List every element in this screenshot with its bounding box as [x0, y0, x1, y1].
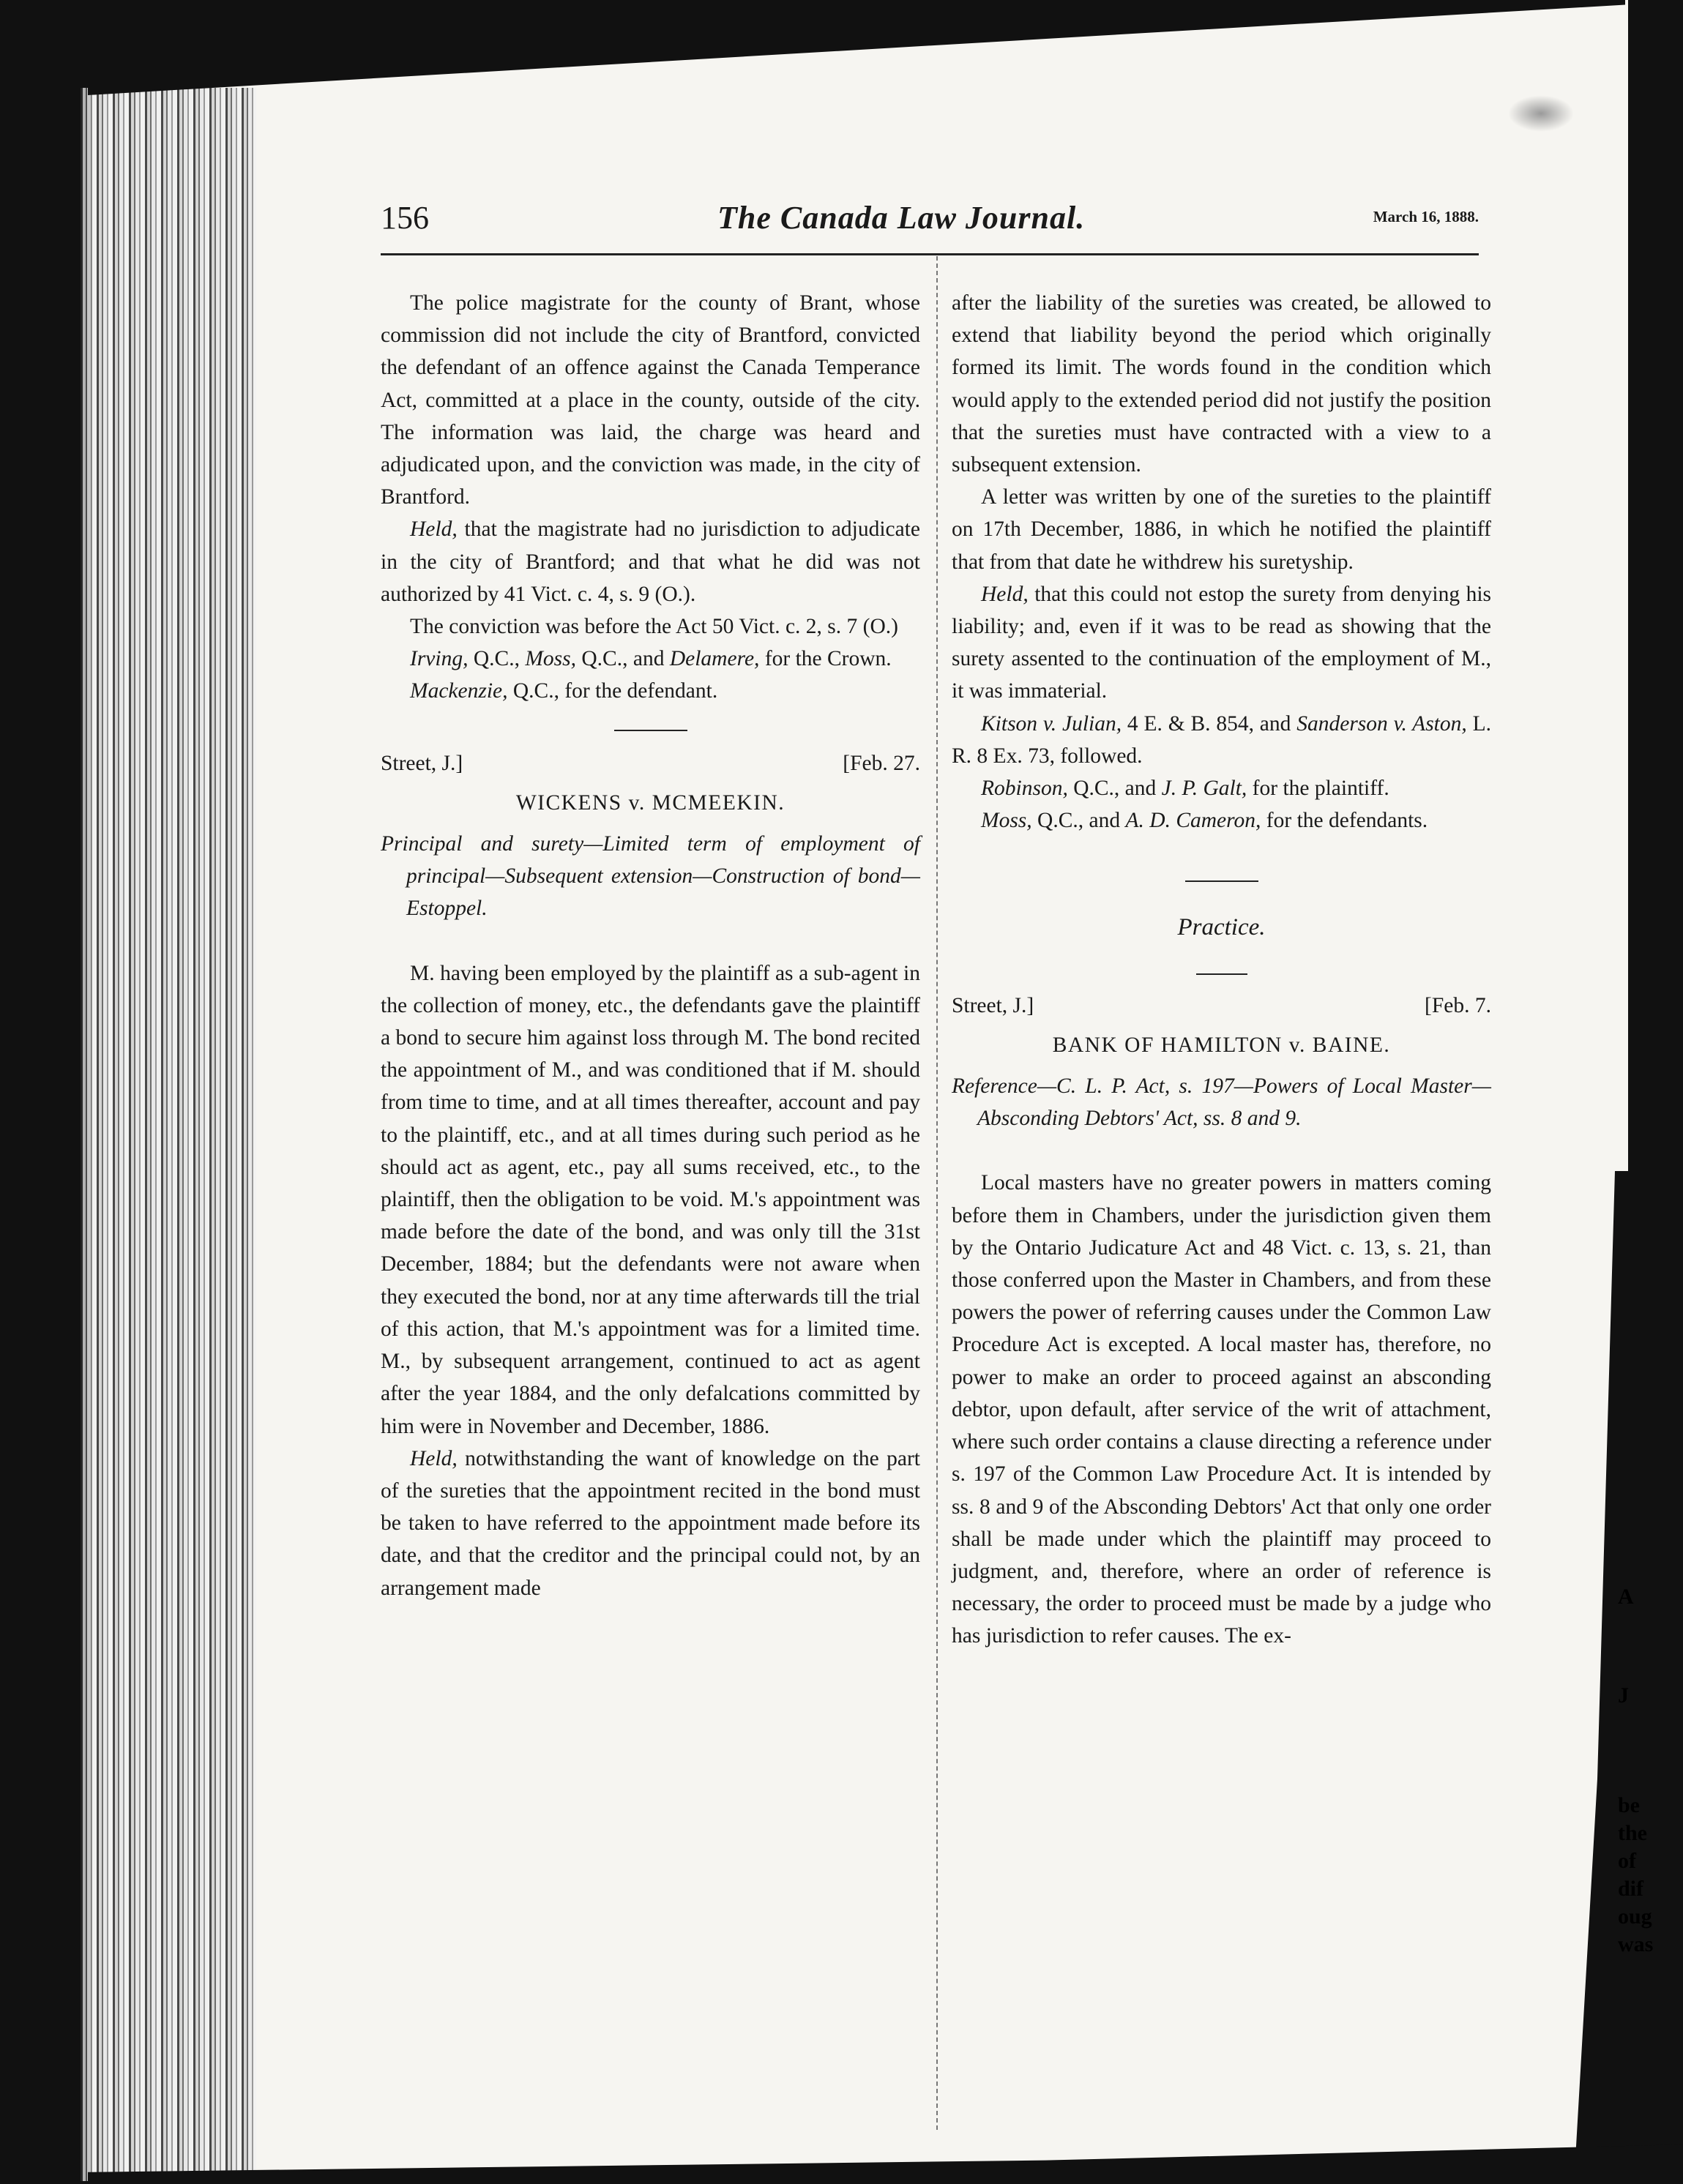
paragraph: after the liability of the sureties was created, be allowed to extend that liability beyond the period which originally formed its limit. The words found in the condition which would apply to the extended period did not justify the position that the sureties must have contracted with a view to a subsequent extension. [952, 291, 1491, 477]
case-date: [Feb. 7. [1425, 993, 1491, 1017]
left-column [381, 287, 920, 1604]
counsel-line: Mackenzie, Q.C., for the defendant. [410, 679, 718, 703]
counsel-line: Moss, Q.C., and A. D. Cameron, for the defendants. [981, 809, 1428, 833]
bleed-text: dif [1618, 1877, 1644, 1901]
case-title: WICKENS v. MCMEEKIN. [515, 790, 785, 815]
section-title: Practice. [1177, 914, 1266, 941]
counsel-line: Robinson, Q.C., and J. P. Galt, for the plaintiff. [981, 777, 1389, 801]
scan-edge-shadow [1574, 1171, 1632, 2184]
bleed-text: the [1618, 1821, 1647, 1845]
separator-rule [1196, 973, 1247, 975]
case-judge: Street, J.] [381, 751, 463, 775]
paragraph: A letter was written by one of the sureties to the plaintiff on 17th December, 1886, in which he notified the plaintiff that from that date he withdrew his suretyship. [952, 485, 1491, 574]
scan-border-top [88, 0, 1625, 95]
bleed-text: be [1618, 1793, 1640, 1817]
separator-rule [614, 730, 687, 731]
counsel-line: Irving, Q.C., Moss, Q.C., and Delamere, for the Crown. [410, 647, 892, 671]
separator-rule [1185, 880, 1258, 882]
case-headnote: Principal and surety—Limited term of employment of principal—Subsequent extension—Construction of bond—Estoppel. [381, 832, 920, 921]
bleed-text: was [1618, 1932, 1654, 1956]
case-headnote: Reference—C. L. P. Act, s. 197—Powers of Local Master—Absconding Debtors' Act, ss. 8 and 9. [952, 1074, 1491, 1131]
bleed-text: A [1618, 1585, 1634, 1609]
scan-smudge [1508, 95, 1574, 132]
scan-border-left [0, 0, 92, 2184]
case-line [952, 990, 1491, 1022]
paragraph: Held, notwithstanding the want of knowledge on the part of the sureties that the appointment recited in the bond must be taken to have referred to the appointment made before its date, and that the creditor and the principal could not, by an arrangement made [381, 1446, 920, 1600]
paragraph: The conviction was before the Act 50 Vict. c. 2, s. 7 (O.) [410, 615, 898, 639]
right-column [952, 287, 1491, 1653]
page-header [381, 199, 1479, 250]
held-label: Held, [410, 517, 458, 542]
bleed-text: oug [1618, 1904, 1652, 1929]
case-date: [Feb. 27. [843, 751, 920, 775]
held-label: Held, [410, 1446, 458, 1470]
paragraph: The police magistrate for the county of Brant, whose commission did not include the city of Brantford, convicted the defendant of an offence against the Canada Temperance Act, committed at a place in the county, outside of the city. The information was laid, the charge was heard and adjudicated upon, and the conviction was made, in the city of Brantford. [381, 291, 920, 509]
journal-title: The Canada Law Journal. [717, 200, 1086, 236]
paragraph: Held, that the magistrate had no jurisdiction to adjudicate in the city of Brantford; and that what he did was not authorized by 41 Vict. c. 4, s. 9 (O.). [381, 517, 920, 606]
citation-line: Kitson v. Julian, 4 E. & B. 854, and Sanderson v. Aston, L. R. 8 Ex. 73, followed. [952, 711, 1491, 768]
issue-date: March 16, 1888. [1373, 208, 1479, 225]
held-label: Held, [981, 582, 1029, 606]
header-rule [381, 253, 1479, 255]
bleed-text: J [1618, 1683, 1629, 1708]
bleed-text: of [1618, 1849, 1636, 1873]
page-number: 156 [381, 200, 429, 236]
case-judge: Street, J.] [952, 993, 1034, 1017]
case-title: BANK OF HAMILTON v. BAINE. [1052, 1033, 1391, 1057]
scan-border-bottom [88, 2144, 1683, 2184]
paragraph: M. having been employed by the plaintiff as a sub-agent in the collection of money, etc., the defendants gave the plaintiff a bond to secure him against loss through M. The bond recited the appointment of M., and was conditioned that if M. should from time to time, and at all times thereafter, account and pay to the plaintiff, etc., and at all times during such period as he should act as agent, etc., pay all sums received, etc., to the plaintiff, then the obligation to be void. M.'s appointment was made before the date of the bond, and was only till the 31st December, 1884; but the defendants were not aware when they executed the bond, nor at any time afterwards till the trial of this action, that M.'s appointment was for a limited time. M., by subsequent arrangement, continued to act as agent after the year 1884, and the only defalcations committed by him were in November and December, 1886. [381, 961, 920, 1438]
column-divider [936, 256, 938, 2130]
case-line [381, 747, 920, 779]
book-spine [81, 88, 256, 2181]
paragraph: Local masters have no greater powers in matters coming before them in Chambers, under the jurisdiction given them by the Ontario Judicature Act and 48 Vict. c. 13, s. 21, than those conferred upon the Master in Chambers, and from these powers the power of referring causes under the Common Law Procedure Act is excepted. A local master has, therefore, no power to make an order to proceed against an absconding debtor, upon default, after service of the writ of attachment, where such order contains a clause directing a reference under s. 197 of the Common Law Procedure Act. It is intended by ss. 8 and 9 of the Absconding Debtors' Act that only one order shall be made under which the plaintiff may proceed to judgment, and, therefore, where an order of reference is necessary, the order to proceed must be made by a judge who has jurisdiction to refer causes. The ex- [952, 1171, 1491, 1648]
scan-border-right [1628, 0, 1683, 2184]
paragraph: Held, that this could not estop the surety from denying his liability; and, even if it was to be read as showing that the surety assented to the continuation of the employment of M., it was immaterial. [952, 582, 1491, 703]
